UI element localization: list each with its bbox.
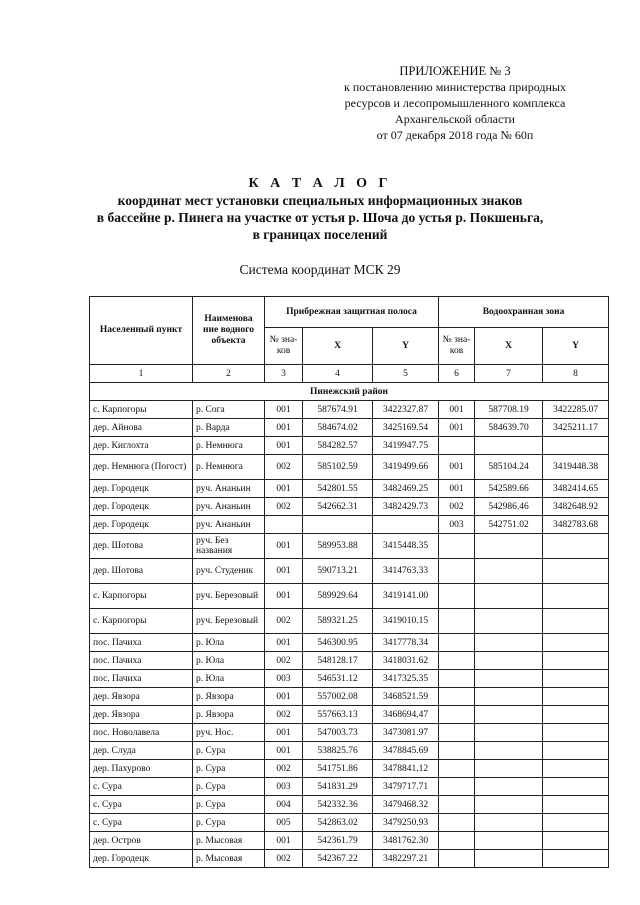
coastal-x-cell: 590713.21 [303,559,373,584]
zone-y-cell [543,534,609,559]
coastal-y-cell: 3481762.30 [373,832,439,850]
table-row [90,401,609,419]
coastal-y-cell: 3482297.21 [373,850,439,868]
coastal-sign-no-cell: 003 [265,670,303,688]
settlement-cell: дер. Городецк [90,480,193,498]
coastal-y-cell: 3468521.59 [373,688,439,706]
table-row [90,778,609,796]
zone-y-cell [543,652,609,670]
water-body-cell: р. Сура [193,814,265,832]
table-row [90,760,609,778]
settlement-cell: дер. Немнюга (Погост) [90,455,193,480]
settlement-cell: с. Карпогоры [90,584,193,609]
coastal-x-cell: 542367.22 [303,850,373,868]
zone-sign-no-cell [439,796,475,814]
header-settlement: Населенный пункт [90,297,193,365]
coastal-y-cell: 3482469.25 [373,480,439,498]
coastal-sign-no-cell: 002 [265,498,303,516]
water-body-cell: р. Мысовая [193,850,265,868]
settlement-cell: пос. Пачиха [90,670,193,688]
column-index: 4 [303,365,373,383]
water-body-cell: р. Явзора [193,688,265,706]
table-row [90,652,609,670]
header-sign-no: № зна-ков [439,328,475,365]
water-body-cell: р. Юла [193,652,265,670]
zone-x-cell: 542751.02 [475,516,543,534]
coastal-x-cell: 547003.73 [303,724,373,742]
coastal-x-cell: 546531.12 [303,670,373,688]
zone-x-cell [475,760,543,778]
zone-x-cell: 585104.24 [475,455,543,480]
zone-sign-no-cell [439,688,475,706]
coastal-x-cell: 542332.36 [303,796,373,814]
coastal-sign-no-cell: 001 [265,437,303,455]
coastal-y-cell: 3479468.32 [373,796,439,814]
zone-y-cell [543,559,609,584]
zone-sign-no-cell [439,670,475,688]
coastal-y-cell: 3417778.34 [373,634,439,652]
water-body-cell: р. Сура [193,778,265,796]
zone-x-cell [475,652,543,670]
coastal-x-cell: 542863.02 [303,814,373,832]
coastal-x-cell: 542801.55 [303,480,373,498]
zone-x-cell: 542589.66 [475,480,543,498]
water-body-cell: р. Юла [193,670,265,688]
column-index: 7 [475,365,543,383]
zone-x-cell [475,814,543,832]
water-body-cell: р. Сура [193,742,265,760]
coastal-y-cell: 3419947.75 [373,437,439,455]
coastal-sign-no-cell: 001 [265,419,303,437]
zone-x-cell: 584639.70 [475,419,543,437]
zone-sign-no-cell [439,584,475,609]
water-body-cell: руч. Ананьин [193,516,265,534]
water-body-cell: р. Сура [193,796,265,814]
district-row [90,383,609,401]
catalog-heading: К А Т А Л О Г [248,176,392,191]
header-water-zone: Водоохранная зона [439,297,609,328]
zone-y-cell [543,670,609,688]
water-body-cell: р. Немнюга [193,437,265,455]
appendix-line: Архангельской области [395,112,515,126]
zone-x-cell [475,724,543,742]
zone-x-cell: 542986.46 [475,498,543,516]
zone-x-cell [475,832,543,850]
table-row [90,742,609,760]
zone-sign-no-cell [439,534,475,559]
table-row [90,498,609,516]
table-row [90,455,609,480]
zone-y-cell [543,742,609,760]
coastal-sign-no-cell: 005 [265,814,303,832]
settlement-cell: дер. Айнова [90,419,193,437]
zone-y-cell [543,850,609,868]
zone-y-cell [543,688,609,706]
coastal-sign-no-cell: 001 [265,480,303,498]
zone-x-cell [475,437,543,455]
header-y: Y [543,328,609,365]
zone-x-cell [475,670,543,688]
coastal-sign-no-cell: 001 [265,724,303,742]
coastal-x-cell: 589953.88 [303,534,373,559]
coastal-y-cell: 3468694.47 [373,706,439,724]
water-body-cell: р. Варда [193,419,265,437]
column-index: 5 [373,365,439,383]
water-body-cell: руч. Березовый [193,609,265,634]
zone-y-cell [543,634,609,652]
table-row [90,534,609,559]
table-row [90,814,609,832]
header-coastal-strip: Прибрежная защитная полоса [265,297,439,328]
zone-x-cell [475,706,543,724]
table-row [90,724,609,742]
coastal-y-cell: 3417325.35 [373,670,439,688]
zone-x-cell: 587708.19 [475,401,543,419]
coastal-y-cell [373,516,439,534]
coastal-sign-no-cell: 001 [265,401,303,419]
zone-y-cell: 3419448.38 [543,455,609,480]
coastal-sign-no-cell: 002 [265,760,303,778]
appendix-block [300,63,610,143]
district-name: Пинежский район [90,383,609,401]
zone-sign-no-cell [439,559,475,584]
coastal-x-cell: 589929.64 [303,584,373,609]
coastal-x-cell: 584282.57 [303,437,373,455]
water-body-cell: руч. Ананьин [193,498,265,516]
zone-sign-no-cell [439,760,475,778]
coastal-x-cell [303,516,373,534]
zone-x-cell [475,559,543,584]
zone-x-cell [475,634,543,652]
table-row [90,584,609,609]
zone-sign-no-cell [439,742,475,760]
settlement-cell: с. Карпогоры [90,609,193,634]
appendix-line: ресурсов и лесопромышленного комплекса [344,96,566,110]
header-water-body: Наименова ние водного объекта [193,297,265,365]
table-row [90,634,609,652]
zone-sign-no-cell: 001 [439,480,475,498]
column-index: 8 [543,365,609,383]
header-sign-no: № зна-ков [265,328,303,365]
table-row [90,609,609,634]
zone-y-cell [543,706,609,724]
settlement-cell: дер. Шотова [90,534,193,559]
zone-x-cell [475,609,543,634]
coastal-sign-no-cell: 001 [265,534,303,559]
appendix-line: к постановлению министерства природных [344,80,566,94]
coastal-x-cell: 587674.91 [303,401,373,419]
coastal-y-cell: 3422327.87 [373,401,439,419]
water-body-cell: руч. Березовый [193,584,265,609]
appendix-title: ПРИЛОЖЕНИЕ № 3 [399,64,511,78]
coordinates-table [89,296,609,868]
column-index: 1 [90,365,193,383]
column-index: 6 [439,365,475,383]
coastal-y-cell: 3479250.93 [373,814,439,832]
settlement-cell: дер. Городецк [90,850,193,868]
zone-sign-no-cell [439,706,475,724]
table-row [90,796,609,814]
settlement-cell: дер. Городецк [90,498,193,516]
zone-y-cell [543,796,609,814]
water-body-cell: р. Сога [193,401,265,419]
zone-y-cell: 3482648.92 [543,498,609,516]
zone-sign-no-cell [439,437,475,455]
zone-y-cell: 3422285.07 [543,401,609,419]
settlement-cell: дер. Городецк [90,516,193,534]
coastal-sign-no-cell: 002 [265,706,303,724]
zone-sign-no-cell [439,814,475,832]
catalog-subtitle: в границах поселений [252,227,388,242]
water-body-cell: руч. Ананьин [193,480,265,498]
water-body-cell: р. Немнюга [193,455,265,480]
settlement-cell: с. Сура [90,796,193,814]
coastal-x-cell: 557663.13 [303,706,373,724]
coastal-y-cell: 3419010.15 [373,609,439,634]
column-index-row [90,365,609,383]
header-y: Y [373,328,439,365]
table-row [90,706,609,724]
zone-y-cell [543,778,609,796]
zone-sign-no-cell [439,652,475,670]
coastal-y-cell: 3425169.54 [373,419,439,437]
catalog-subtitle: координат мест установки специальных информационных знаков [117,193,523,208]
zone-sign-no-cell [439,634,475,652]
zone-y-cell: 3482783.68 [543,516,609,534]
settlement-cell: дер. Явзора [90,706,193,724]
water-body-cell: р. Мысовая [193,832,265,850]
coastal-sign-no-cell: 001 [265,742,303,760]
zone-y-cell [543,760,609,778]
header-x: X [475,328,543,365]
zone-sign-no-cell [439,609,475,634]
zone-x-cell [475,778,543,796]
zone-sign-no-cell: 001 [439,419,475,437]
zone-sign-no-cell: 001 [439,455,475,480]
water-body-cell: руч. Нос. [193,724,265,742]
water-body-cell: р. Сура [193,760,265,778]
coastal-sign-no-cell: 004 [265,796,303,814]
table-row [90,480,609,498]
settlement-cell: дер. Остров [90,832,193,850]
zone-sign-no-cell [439,778,475,796]
table-row [90,437,609,455]
coastal-sign-no-cell: 002 [265,455,303,480]
coastal-sign-no-cell: 001 [265,832,303,850]
table-row [90,516,609,534]
zone-y-cell [543,724,609,742]
zone-sign-no-cell: 003 [439,516,475,534]
zone-y-cell [543,584,609,609]
settlement-cell: дер. Шотова [90,559,193,584]
table-row [90,832,609,850]
zone-sign-no-cell: 002 [439,498,475,516]
water-body-cell: руч. Студеник [193,559,265,584]
water-body-cell: р. Юла [193,634,265,652]
coastal-y-cell: 3478845.69 [373,742,439,760]
settlement-cell: пос. Пачиха [90,634,193,652]
table-row [90,559,609,584]
coastal-y-cell: 3419141.00 [373,584,439,609]
settlement-cell: с. Карпогоры [90,401,193,419]
table-row [90,688,609,706]
coastal-y-cell: 3479717.71 [373,778,439,796]
catalog-subtitle: в бассейне р. Пинега на участке от устья р. Шоча до устья р. Покшеньга, [96,210,544,225]
zone-x-cell [475,850,543,868]
column-index: 3 [265,365,303,383]
coastal-sign-no-cell: 002 [265,609,303,634]
zone-sign-no-cell [439,850,475,868]
settlement-cell: с. Сура [90,814,193,832]
header-x: X [303,328,373,365]
coastal-x-cell: 541751.86 [303,760,373,778]
zone-y-cell [543,832,609,850]
table-row [90,670,609,688]
coordinate-system: Система координат МСК 29 [239,262,401,277]
zone-y-cell: 3425211.17 [543,419,609,437]
coastal-x-cell: 541831.29 [303,778,373,796]
settlement-cell: дер. Слуда [90,742,193,760]
settlement-cell: дер. Явзора [90,688,193,706]
zone-sign-no-cell [439,832,475,850]
zone-x-cell [475,584,543,609]
coastal-x-cell: 546300.95 [303,634,373,652]
coastal-x-cell: 557002.08 [303,688,373,706]
coastal-x-cell: 542361.79 [303,832,373,850]
zone-sign-no-cell [439,724,475,742]
zone-x-cell [475,796,543,814]
coastal-sign-no-cell: 003 [265,778,303,796]
coastal-y-cell: 3482429.73 [373,498,439,516]
zone-sign-no-cell: 001 [439,401,475,419]
coastal-y-cell: 3478841.12 [373,760,439,778]
coastal-x-cell: 548128.17 [303,652,373,670]
table-row [90,850,609,868]
zone-y-cell [543,437,609,455]
zone-x-cell [475,742,543,760]
coastal-sign-no-cell: 001 [265,688,303,706]
zone-x-cell [475,534,543,559]
coastal-y-cell: 3419499.66 [373,455,439,480]
water-body-cell: руч. Без названия [193,534,265,559]
coastal-y-cell: 3473081.97 [373,724,439,742]
coastal-x-cell: 584674.02 [303,419,373,437]
coastal-sign-no-cell: 001 [265,559,303,584]
water-body-cell: р. Явзора [193,706,265,724]
coastal-x-cell: 589321.25 [303,609,373,634]
coastal-y-cell: 3414763.33 [373,559,439,584]
catalog-title-block [60,175,580,243]
zone-y-cell [543,609,609,634]
coastal-sign-no-cell: 002 [265,850,303,868]
zone-x-cell [475,688,543,706]
coastal-y-cell: 3418031.62 [373,652,439,670]
coastal-sign-no-cell: 001 [265,634,303,652]
settlement-cell: пос. Новолавела [90,724,193,742]
settlement-cell: дер. Киглохта [90,437,193,455]
table-row [90,419,609,437]
settlement-cell: дер. Пахурово [90,760,193,778]
coastal-sign-no-cell: 001 [265,584,303,609]
zone-y-cell: 3482414.65 [543,480,609,498]
coastal-x-cell: 542662.31 [303,498,373,516]
coastal-sign-no-cell [265,516,303,534]
zone-y-cell [543,814,609,832]
appendix-line: от 07 декабря 2018 года № 60п [376,128,534,142]
coastal-x-cell: 538825.76 [303,742,373,760]
settlement-cell: с. Сура [90,778,193,796]
settlement-cell: пос. Пачиха [90,652,193,670]
coastal-y-cell: 3415448.35 [373,534,439,559]
column-index: 2 [193,365,265,383]
coastal-sign-no-cell: 002 [265,652,303,670]
coastal-x-cell: 585102.59 [303,455,373,480]
